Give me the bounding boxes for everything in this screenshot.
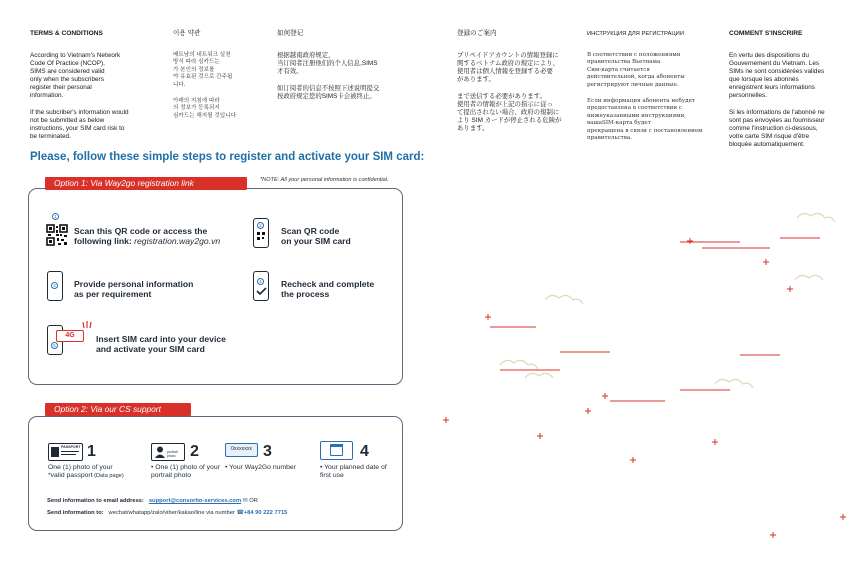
calendar-icon [320,441,353,460]
terms-en-p2: If the subcriber's information would not be submitted as below instructions, your SIM card risk to be terminated. [30,109,129,140]
phone-check-icon [253,271,269,301]
terms-ru-p2: Если информация абонента небудет предоставлена в соответствии с нижеуказанными инструкциями, вашаSIM-карта будет прекращена в связи с постановлением правительства. [587,98,703,142]
terms-zh-p1: 根据越南政府规定， 当订阅者注册他们的个人信息,SIMS 才有效。 [277,52,378,75]
terms-fr-title: COMMENT S'INSCRIRE [729,30,803,37]
step-4-text: Recheck and complete the process [281,279,375,299]
item-3-caption: • Your Way2Go number [225,464,296,471]
portrait-photo-icon: portrait photo [151,443,185,461]
qr-code-icon[interactable] [46,224,68,246]
terms-zh-p2: 如订阅者的信息不按照下述说明提交 按政府规定您的SIMS卡会被终止。 [277,85,380,100]
mini-qr-icon [257,232,265,240]
terms-fr [729,30,839,158]
step-1-number: 1 [52,213,59,220]
item-4-number: 4 [360,443,369,460]
terms-ja [457,30,572,142]
item-2-number: 2 [190,443,199,460]
terms-ja-p2: まで送信する必要があります。 使用者の情報が上記の指示に従っ て提出されない場合、政府の規制に より SIM カードが停止される危険が あります。 [457,93,562,132]
step-4-number: 4 [257,278,264,285]
step-1-text: Scan this QR code or access the following link: registration.way2go.vn [74,226,221,246]
signal-icon [82,320,92,329]
option2-tag: Option 2: Via our CS support [45,403,191,416]
item-3-number: 3 [263,443,272,460]
terms-fr-p1: En vertu des dispositions du Gouvernement du Vietnam. Les SIMs ne sont considérées valides que lorsque les abonnés enregistrent leurs informations personnelles. [729,52,825,99]
phone-icon: ☎ [236,510,244,516]
4g-badge: 4G [56,330,84,342]
support-email-link[interactable]: support@consortio-services.com [148,498,242,504]
terms-en-p1: According to Vietnam's Network Code Of Practice (NCOP), SIMS are considered valid only when the subscribers register their personal information. [30,52,121,99]
step-3-text: Provide personal information as per requirement [74,279,194,299]
email-icon: ✉ [242,498,248,504]
terms-ko [173,30,258,129]
terms-fr-p2: Si les informations de l'abonné ne sont pas envoyées au fournisseur comme l'instruction ci-dessous, votre carte SIM risque d'être bloquée automatiquement. [729,109,825,148]
terms-ko-p2: 아래의 지침에 따라 의 정보가 등록되지 심카드는 해지될 것입니다 [173,98,236,119]
phone-qr-icon [253,218,269,248]
support-phone[interactable]: +84 90 222 7715 [243,510,288,516]
phone-form-icon [47,271,63,301]
item-2-caption: • One (1) photo of your portrait photo [151,464,220,480]
send-channels-line: Send information to: wechat/whatapp/zalo/viber/kakao/line via number ☎+84 90 222 7715 [47,510,288,516]
terms-ja-p1: プリペイドアカウントの情報登録に 関するベトナム政府の規定により、 使用者は個人情報を登録する必要 があります。 [457,52,559,83]
confidential-note: *NOTE: All your personal information is confidential. [260,177,389,183]
step-2-number: 2 [257,222,264,229]
option1-tag: Option 1: Via Way2go registration link [45,177,247,190]
step-5-number: 5 [51,342,58,349]
registration-link[interactable]: registration.way2go.vn [134,236,221,246]
decorative-pattern [440,200,859,565]
way2go-number-icon: 0xxxxxxx [225,443,258,457]
item-4-caption: • Your planned date of first use [320,464,387,480]
terms-ko-title: 이용 약관 [173,30,201,37]
terms-en-title: TERMS & CONDITIONS [30,30,103,37]
terms-en [30,30,140,150]
step-3-number: 3 [51,282,58,289]
terms-ja-title: 登録のご案内 [457,30,497,37]
terms-ru [587,30,707,151]
terms-zh [277,30,397,110]
terms-ru-p1: В соответствии с положениями правительства Вьетнама Сим-карта считается действительной, когда абоненты регистрируют личные данные. [587,52,685,88]
terms-ru-title: ИНСТРУКЦИЯ ДЛЯ РЕГИСТРАЦИИ [587,31,685,37]
passport-icon: PASSPORT [48,443,83,461]
item-1-number: 1 [87,443,96,460]
step-2-text: Scan QR code on your SIM card [281,226,351,246]
page-title: Please, follow these simple steps to register and activate your SIM card: [30,151,425,163]
item-1-caption: One (1) photo of your *valid passport (Data page) [48,464,124,480]
person-icon [155,446,165,458]
terms-zh-title: 如何登记 [277,30,304,37]
step-5-text: Insert SIM card into your device and activate your SIM card [96,334,226,354]
checkmark-icon [256,287,267,295]
email-line: Send information to email address: support@consortio-services.com ✉ OR [47,498,258,504]
terms-ko-p1: 베트남의 네트워크 실천 방식 따라 심카드는 가 본인의 정보를 야 유효된 것으로 간주됩 니다. [173,52,233,88]
